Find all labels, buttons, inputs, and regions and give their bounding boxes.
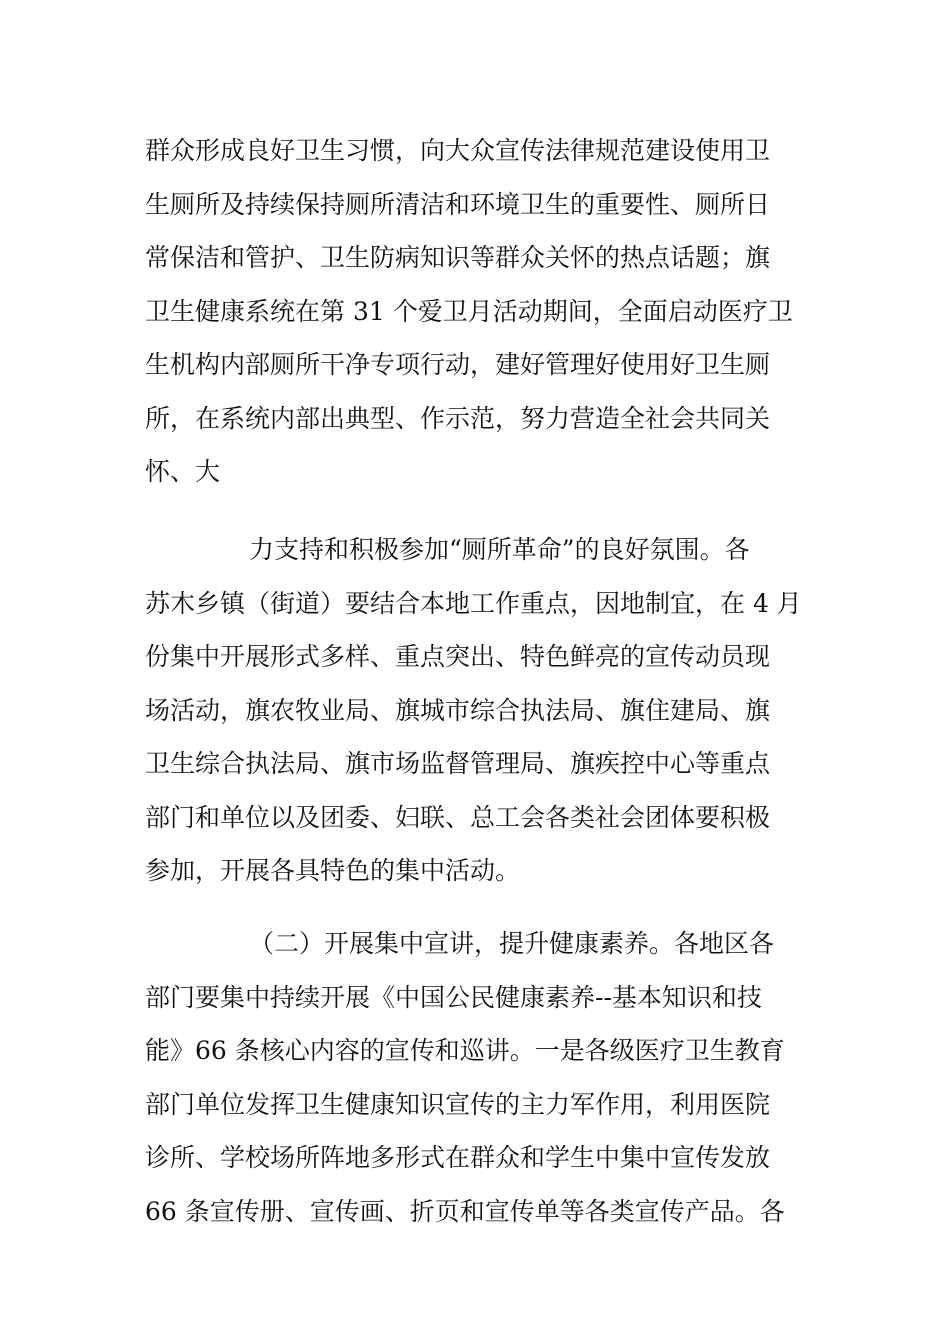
text-line: 怀、大 [145,457,221,486]
text-line: 苏木乡镇（街道）要结合本地工作重点，因地制宜，在 4 月 [145,588,802,618]
text-line: 能》66 条核心内容的宣传和巡讲。一是各级医疗卫生教育 [145,1036,785,1065]
text-line-indented: 力支持和积极参加“厕所革命”的良好氛围。各 [249,535,750,564]
text-line: 份集中开展形式多样、重点突出、特色鲜亮的宣传动员现 [145,642,771,671]
text-line: 部门单位发挥卫生健康知识宣传的主力军作用，利用医院 [145,1089,771,1119]
text-line-indented: （二）开展集中宣讲，提升健康素养。各地区各 [249,929,775,958]
text-line: 诊所、学校场所阵地多形式在群众和学生中集中宣传发放 [145,1143,771,1172]
text-line: 生厕所及持续保持厕所清洁和环境卫生的重要性、厕所日 [145,189,771,219]
text-line: 66 条宣传册、宣传画、折页和宣传单等各类宣传产品。各 [145,1196,785,1226]
paragraph-3 [145,917,810,1238]
text-line: 参加，开展各具特色的集中活动。 [145,856,521,885]
text-line: 部门和单位以及团委、妇联、总工会各类社会团体要积极 [145,802,771,832]
text-line: 常保洁和管护、卫生防病知识等群众关怀的热点话题；旗 [145,243,771,272]
text-line: 卫生健康系统在第 31 个爱卫月活动期间，全面启动医疗卫 [145,296,793,326]
text-line: 生机构内部厕所干净专项行动，建好管理好使用好卫生厕 [145,350,771,379]
paragraph-1 [145,124,810,499]
text-line: 部门要集中持续开展《中国公民健康素养--基本知识和技 [145,982,762,1012]
text-line: 所，在系统内部出典型、作示范，努力营造全社会共同关 [145,403,771,433]
text-line: 场活动，旗农牧业局、旗城市综合执法局、旗住建局、旗 [145,695,771,725]
text-line: 群众形成良好卫生习惯，向大众宣传法律规范建设使用卫 [145,136,771,165]
text-line: 卫生综合执法局、旗市场监督管理局、旗疾控中心等重点 [145,749,771,778]
paragraph-2 [145,523,810,898]
